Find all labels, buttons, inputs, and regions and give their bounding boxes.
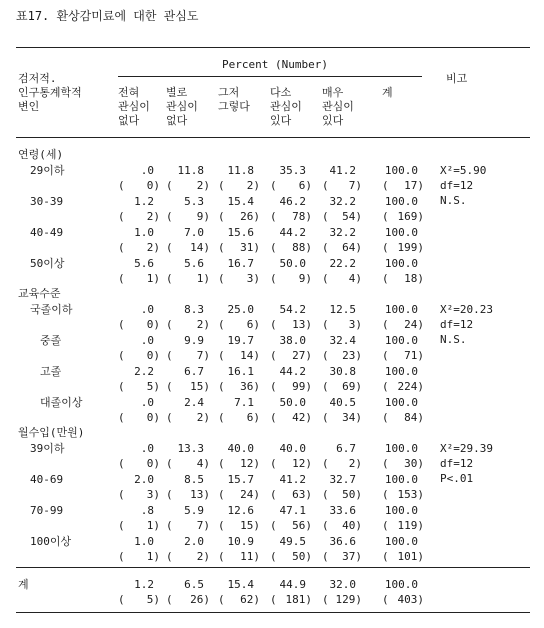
cell-number: 2) bbox=[146, 210, 160, 223]
column-header-line: 관심이 bbox=[270, 100, 302, 113]
cell-percent: 32.0 bbox=[329, 578, 356, 591]
row-label: 40-49 bbox=[30, 226, 64, 239]
column-header-line: 관심이 bbox=[166, 100, 198, 113]
row-label: 국졸이하 bbox=[30, 303, 73, 316]
cell-percent: 100.0 bbox=[384, 504, 418, 517]
cell-percent: 100.0 bbox=[384, 365, 418, 378]
cell-percent: 15.7 bbox=[227, 473, 254, 486]
cell-number: 0) bbox=[146, 411, 160, 424]
cell-number: 7) bbox=[196, 519, 210, 532]
cell-percent: 41.2 bbox=[329, 164, 356, 177]
column-header-line: 그저 bbox=[218, 86, 240, 99]
cell-paren-open: ( bbox=[270, 349, 277, 362]
total-top-rule bbox=[16, 567, 530, 568]
cell-number: 2) bbox=[246, 179, 260, 192]
cell-number: 7) bbox=[348, 179, 362, 192]
cell-paren-open: ( bbox=[322, 318, 329, 331]
cell-number: 69) bbox=[342, 380, 362, 393]
cell-number: 18) bbox=[404, 272, 424, 285]
cell-paren-open: ( bbox=[382, 241, 389, 254]
cell-number: 1) bbox=[146, 272, 160, 285]
cell-number: 63) bbox=[292, 488, 312, 501]
cell-paren-open: ( bbox=[118, 519, 125, 532]
cell-paren-open: ( bbox=[270, 179, 277, 192]
cell-number: 64) bbox=[342, 241, 362, 254]
cell-paren-open: ( bbox=[270, 210, 277, 223]
cell-number: 181) bbox=[285, 593, 312, 606]
cell-percent: 11.8 bbox=[177, 164, 204, 177]
cell-number: 30) bbox=[404, 457, 424, 470]
cell-percent: 22.2 bbox=[329, 257, 356, 270]
cell-paren-open: ( bbox=[322, 593, 329, 606]
cell-number: 5) bbox=[146, 593, 160, 606]
cell-percent: 100.0 bbox=[384, 396, 418, 409]
cell-percent: 19.7 bbox=[227, 334, 254, 347]
group-label: 월수입(만원) bbox=[18, 426, 85, 439]
top-rule bbox=[16, 47, 530, 48]
cell-paren-open: ( bbox=[166, 550, 173, 563]
cell-number: 23) bbox=[342, 349, 362, 362]
cell-percent: 40.0 bbox=[279, 442, 306, 455]
cell-percent: 10.9 bbox=[227, 535, 254, 548]
cell-paren-open: ( bbox=[322, 272, 329, 285]
cell-paren-open: ( bbox=[270, 318, 277, 331]
cell-number: 37) bbox=[342, 550, 362, 563]
column-header-line: 계 bbox=[382, 86, 393, 99]
cell-paren-open: ( bbox=[118, 411, 125, 424]
cell-number: 129) bbox=[335, 593, 362, 606]
cell-number: 2) bbox=[146, 241, 160, 254]
column-header-line: 관심이 bbox=[118, 100, 150, 113]
cell-number: 34) bbox=[342, 411, 362, 424]
cell-paren-open: ( bbox=[322, 488, 329, 501]
column-header-line: 매우 bbox=[322, 86, 344, 99]
cell-paren-open: ( bbox=[270, 241, 277, 254]
cell-percent: 5.6 bbox=[184, 257, 204, 270]
cell-number: 62) bbox=[240, 593, 260, 606]
cell-paren-open: ( bbox=[382, 179, 389, 192]
column-header-line: 없다 bbox=[118, 114, 140, 127]
cell-percent: .0 bbox=[140, 303, 154, 316]
cell-number: 2) bbox=[196, 411, 210, 424]
cell-percent: 49.5 bbox=[279, 535, 306, 548]
cell-percent: 50.0 bbox=[279, 396, 306, 409]
cell-number: 26) bbox=[240, 210, 260, 223]
cell-percent: 16.7 bbox=[227, 257, 254, 270]
cell-percent: 8.5 bbox=[184, 473, 204, 486]
remark-text: P<.01 bbox=[440, 472, 474, 485]
cell-percent: 11.8 bbox=[227, 164, 254, 177]
cell-number: 2) bbox=[196, 550, 210, 563]
cell-percent: 15.6 bbox=[227, 226, 254, 239]
cell-paren-open: ( bbox=[322, 519, 329, 532]
cell-percent: 100.0 bbox=[384, 164, 418, 177]
cell-percent: 1.0 bbox=[134, 535, 154, 548]
cell-paren-open: ( bbox=[270, 488, 277, 501]
row-header-line: 검저적. bbox=[18, 72, 57, 85]
cell-paren-open: ( bbox=[166, 241, 173, 254]
cell-percent: 1.2 bbox=[134, 578, 154, 591]
cell-number: 84) bbox=[404, 411, 424, 424]
cell-percent: 2.0 bbox=[134, 473, 154, 486]
cell-percent: 1.2 bbox=[134, 195, 154, 208]
cell-percent: 38.0 bbox=[279, 334, 306, 347]
cell-percent: 40.0 bbox=[227, 442, 254, 455]
cell-paren-open: ( bbox=[270, 411, 277, 424]
cell-number: 199) bbox=[397, 241, 424, 254]
cell-paren-open: ( bbox=[166, 272, 173, 285]
cell-number: 7) bbox=[196, 349, 210, 362]
cell-percent: 35.3 bbox=[279, 164, 306, 177]
cell-paren-open: ( bbox=[382, 550, 389, 563]
cell-number: 24) bbox=[240, 488, 260, 501]
cell-paren-open: ( bbox=[218, 349, 225, 362]
row-header-line: 인구통계학적 bbox=[18, 86, 82, 99]
cell-paren-open: ( bbox=[382, 210, 389, 223]
cell-percent: 44.2 bbox=[279, 365, 306, 378]
cell-paren-open: ( bbox=[118, 349, 125, 362]
cell-paren-open: ( bbox=[218, 550, 225, 563]
cell-percent: 12.6 bbox=[227, 504, 254, 517]
cell-number: 88) bbox=[292, 241, 312, 254]
cell-paren-open: ( bbox=[218, 457, 225, 470]
cell-paren-open: ( bbox=[382, 380, 389, 393]
cell-number: 224) bbox=[397, 380, 424, 393]
cell-paren-open: ( bbox=[270, 272, 277, 285]
cell-paren-open: ( bbox=[166, 411, 173, 424]
cell-number: 13) bbox=[292, 318, 312, 331]
cell-number: 0) bbox=[146, 318, 160, 331]
cell-paren-open: ( bbox=[270, 593, 277, 606]
row-header-line: 변인 bbox=[18, 100, 40, 113]
cell-number: 15) bbox=[240, 519, 260, 532]
cell-percent: 13.3 bbox=[177, 442, 204, 455]
cell-percent: 2.0 bbox=[184, 535, 204, 548]
cell-percent: 100.0 bbox=[384, 195, 418, 208]
cell-paren-open: ( bbox=[322, 179, 329, 192]
cell-percent: .0 bbox=[140, 164, 154, 177]
cell-paren-open: ( bbox=[166, 380, 173, 393]
cell-percent: 15.4 bbox=[227, 195, 254, 208]
cell-paren-open: ( bbox=[118, 550, 125, 563]
cell-paren-open: ( bbox=[118, 272, 125, 285]
row-label: 70-99 bbox=[30, 504, 64, 517]
cell-paren-open: ( bbox=[322, 210, 329, 223]
column-header-line: 있다 bbox=[322, 114, 344, 127]
cell-paren-open: ( bbox=[118, 488, 125, 501]
remark-text: X²=29.39 bbox=[440, 442, 493, 455]
row-label: 39이하 bbox=[30, 442, 65, 455]
cell-number: 153) bbox=[397, 488, 424, 501]
cell-number: 2) bbox=[196, 179, 210, 192]
remark-text: N.S. bbox=[440, 333, 467, 346]
row-label: 29이하 bbox=[30, 164, 65, 177]
cell-paren-open: ( bbox=[118, 457, 125, 470]
remark-text: df=12 bbox=[440, 179, 474, 192]
cell-percent: 5.3 bbox=[184, 195, 204, 208]
cell-paren-open: ( bbox=[118, 593, 125, 606]
cell-number: 40) bbox=[342, 519, 362, 532]
cell-paren-open: ( bbox=[382, 457, 389, 470]
cell-paren-open: ( bbox=[118, 380, 125, 393]
cell-number: 50) bbox=[292, 550, 312, 563]
cell-number: 11) bbox=[240, 550, 260, 563]
cell-percent: 41.2 bbox=[279, 473, 306, 486]
cell-number: 6) bbox=[246, 318, 260, 331]
cell-paren-open: ( bbox=[166, 318, 173, 331]
cell-number: 24) bbox=[404, 318, 424, 331]
cell-paren-open: ( bbox=[218, 272, 225, 285]
cell-percent: 46.2 bbox=[279, 195, 306, 208]
row-label: 40-69 bbox=[30, 473, 64, 486]
cell-percent: 6.7 bbox=[184, 365, 204, 378]
cell-number: 54) bbox=[342, 210, 362, 223]
cell-number: 6) bbox=[298, 179, 312, 192]
cell-percent: 100.0 bbox=[384, 473, 418, 486]
cell-number: 5) bbox=[146, 380, 160, 393]
cell-percent: 6.7 bbox=[336, 442, 356, 455]
cell-number: 50) bbox=[342, 488, 362, 501]
cell-percent: 100.0 bbox=[384, 578, 418, 591]
cell-paren-open: ( bbox=[218, 488, 225, 501]
cell-percent: .8 bbox=[140, 504, 154, 517]
cell-paren-open: ( bbox=[322, 241, 329, 254]
cell-number: 169) bbox=[397, 210, 424, 223]
column-header-line: 그렇다 bbox=[218, 100, 250, 113]
cell-paren-open: ( bbox=[270, 457, 277, 470]
cell-number: 1) bbox=[146, 519, 160, 532]
cell-percent: .0 bbox=[140, 334, 154, 347]
cell-percent: 100.0 bbox=[384, 442, 418, 455]
cell-percent: 7.1 bbox=[234, 396, 254, 409]
cell-percent: .0 bbox=[140, 442, 154, 455]
header-bottom-rule bbox=[16, 137, 530, 138]
cell-percent: 100.0 bbox=[384, 226, 418, 239]
cell-number: 4) bbox=[348, 272, 362, 285]
cell-percent: 5.9 bbox=[184, 504, 204, 517]
cell-number: 403) bbox=[397, 593, 424, 606]
cell-number: 36) bbox=[240, 380, 260, 393]
cell-number: 14) bbox=[240, 349, 260, 362]
cell-number: 14) bbox=[190, 241, 210, 254]
cell-percent: 16.1 bbox=[227, 365, 254, 378]
cell-paren-open: ( bbox=[166, 593, 173, 606]
cell-percent: 32.7 bbox=[329, 473, 356, 486]
cell-paren-open: ( bbox=[218, 318, 225, 331]
cell-paren-open: ( bbox=[118, 318, 125, 331]
row-label: 대졸이상 bbox=[40, 396, 83, 409]
cell-number: 12) bbox=[240, 457, 260, 470]
cell-number: 119) bbox=[397, 519, 424, 532]
cell-percent: 2.4 bbox=[184, 396, 204, 409]
cell-paren-open: ( bbox=[382, 272, 389, 285]
cell-number: 31) bbox=[240, 241, 260, 254]
row-label: 50이상 bbox=[30, 257, 65, 270]
remark-text: df=12 bbox=[440, 457, 474, 470]
cell-paren-open: ( bbox=[382, 318, 389, 331]
cell-percent: 1.0 bbox=[134, 226, 154, 239]
cell-percent: .0 bbox=[140, 396, 154, 409]
cell-paren-open: ( bbox=[218, 519, 225, 532]
cell-paren-open: ( bbox=[382, 411, 389, 424]
cell-number: 56) bbox=[292, 519, 312, 532]
cell-number: 42) bbox=[292, 411, 312, 424]
total-label: 계 bbox=[18, 578, 29, 591]
cell-paren-open: ( bbox=[166, 488, 173, 501]
cell-percent: 8.3 bbox=[184, 303, 204, 316]
row-label: 중졸 bbox=[40, 334, 62, 347]
row-label: 30-39 bbox=[30, 195, 64, 208]
cell-number: 13) bbox=[190, 488, 210, 501]
cell-percent: 32.2 bbox=[329, 226, 356, 239]
cell-paren-open: ( bbox=[166, 210, 173, 223]
bottom-rule bbox=[16, 612, 530, 613]
cell-number: 2) bbox=[348, 457, 362, 470]
cell-percent: 54.2 bbox=[279, 303, 306, 316]
cell-number: 1) bbox=[146, 550, 160, 563]
cell-percent: 12.5 bbox=[329, 303, 356, 316]
cell-percent: 9.9 bbox=[184, 334, 204, 347]
cell-percent: 25.0 bbox=[227, 303, 254, 316]
cell-number: 99) bbox=[292, 380, 312, 393]
cell-paren-open: ( bbox=[270, 380, 277, 393]
row-label: 100이상 bbox=[30, 535, 72, 548]
cell-percent: 44.2 bbox=[279, 226, 306, 239]
cell-paren-open: ( bbox=[382, 488, 389, 501]
cell-percent: 44.9 bbox=[279, 578, 306, 591]
cell-number: 0) bbox=[146, 349, 160, 362]
column-header-line: 없다 bbox=[166, 114, 188, 127]
cell-paren-open: ( bbox=[166, 519, 173, 532]
cell-number: 26) bbox=[190, 593, 210, 606]
cell-number: 15) bbox=[190, 380, 210, 393]
cell-paren-open: ( bbox=[218, 380, 225, 393]
cell-number: 17) bbox=[404, 179, 424, 192]
cell-paren-open: ( bbox=[322, 349, 329, 362]
cell-paren-open: ( bbox=[322, 457, 329, 470]
cell-number: 9) bbox=[196, 210, 210, 223]
cell-number: 2) bbox=[196, 318, 210, 331]
cell-paren-open: ( bbox=[166, 457, 173, 470]
cell-percent: 100.0 bbox=[384, 535, 418, 548]
cell-percent: 40.5 bbox=[329, 396, 356, 409]
percent-number-label: Percent (Number) bbox=[222, 58, 328, 71]
cell-percent: 6.5 bbox=[184, 578, 204, 591]
cell-paren-open: ( bbox=[218, 411, 225, 424]
cell-number: 3) bbox=[146, 488, 160, 501]
cell-number: 0) bbox=[146, 179, 160, 192]
row-label: 고졸 bbox=[40, 365, 62, 378]
cell-paren-open: ( bbox=[218, 593, 225, 606]
column-header-line: 별로 bbox=[166, 86, 188, 99]
remark-text: X²=5.90 bbox=[440, 164, 487, 177]
cell-paren-open: ( bbox=[270, 519, 277, 532]
cell-percent: 47.1 bbox=[279, 504, 306, 517]
cell-paren-open: ( bbox=[322, 411, 329, 424]
cell-percent: 32.4 bbox=[329, 334, 356, 347]
cell-number: 27) bbox=[292, 349, 312, 362]
cell-paren-open: ( bbox=[218, 179, 225, 192]
cell-number: 6) bbox=[246, 411, 260, 424]
cell-paren-open: ( bbox=[218, 241, 225, 254]
remark-text: df=12 bbox=[440, 318, 474, 331]
cell-paren-open: ( bbox=[382, 593, 389, 606]
cell-number: 4) bbox=[196, 457, 210, 470]
cell-paren-open: ( bbox=[118, 241, 125, 254]
cell-number: 71) bbox=[404, 349, 424, 362]
cell-percent: 2.2 bbox=[134, 365, 154, 378]
cell-number: 12) bbox=[292, 457, 312, 470]
cell-percent: 33.6 bbox=[329, 504, 356, 517]
cell-paren-open: ( bbox=[118, 179, 125, 192]
cell-paren-open: ( bbox=[322, 550, 329, 563]
cell-number: 3) bbox=[246, 272, 260, 285]
cell-paren-open: ( bbox=[166, 179, 173, 192]
cell-paren-open: ( bbox=[270, 550, 277, 563]
group-label: 교육수준 bbox=[18, 287, 61, 300]
cell-percent: 36.6 bbox=[329, 535, 356, 548]
remark-text: N.S. bbox=[440, 194, 467, 207]
subheader-rule bbox=[118, 76, 422, 77]
group-label: 연령(세) bbox=[18, 148, 64, 161]
cell-number: 101) bbox=[397, 550, 424, 563]
column-header-line: 전혀 bbox=[118, 86, 140, 99]
cell-percent: 5.6 bbox=[134, 257, 154, 270]
column-header-line: 다소 bbox=[270, 86, 292, 99]
table-title: 표17. 환상감미료에 대한 관심도 bbox=[16, 9, 199, 23]
cell-paren-open: ( bbox=[322, 380, 329, 393]
column-header-line: 있다 bbox=[270, 114, 292, 127]
cell-paren-open: ( bbox=[382, 349, 389, 362]
cell-percent: 15.4 bbox=[227, 578, 254, 591]
cell-percent: 32.2 bbox=[329, 195, 356, 208]
cell-paren-open: ( bbox=[382, 519, 389, 532]
cell-number: 9) bbox=[298, 272, 312, 285]
remark-text: X²=20.23 bbox=[440, 303, 493, 316]
cell-number: 3) bbox=[348, 318, 362, 331]
cell-percent: 7.0 bbox=[184, 226, 204, 239]
cell-number: 0) bbox=[146, 457, 160, 470]
cell-paren-open: ( bbox=[218, 210, 225, 223]
cell-paren-open: ( bbox=[166, 349, 173, 362]
cell-percent: 50.0 bbox=[279, 257, 306, 270]
cell-percent: 100.0 bbox=[384, 334, 418, 347]
cell-number: 1) bbox=[196, 272, 210, 285]
cell-percent: 100.0 bbox=[384, 257, 418, 270]
cell-paren-open: ( bbox=[118, 210, 125, 223]
cell-percent: 30.8 bbox=[329, 365, 356, 378]
column-header-line: 관심이 bbox=[322, 100, 354, 113]
cell-number: 78) bbox=[292, 210, 312, 223]
cell-percent: 100.0 bbox=[384, 303, 418, 316]
remark-header: 비고 bbox=[446, 72, 468, 85]
